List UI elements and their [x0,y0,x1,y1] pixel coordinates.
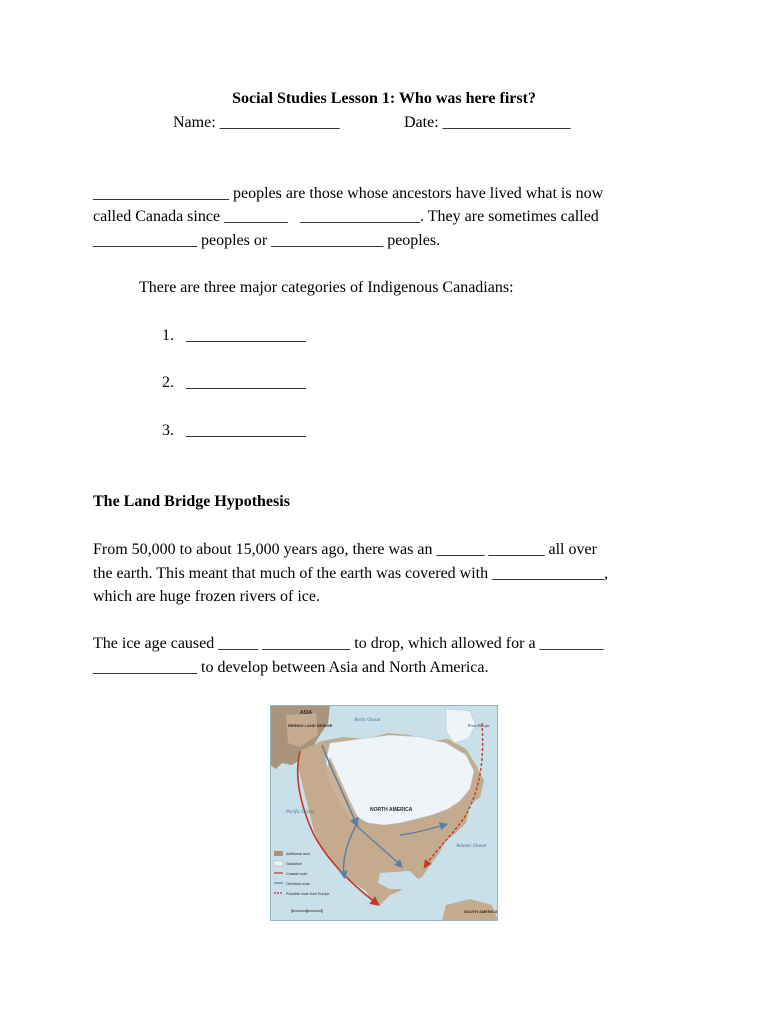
map-label-bridge: BERING LAND BRIDGE [288,723,333,728]
map-label-asia: ASIA [300,710,312,716]
land-bridge-map [270,705,498,921]
legend-label: Possible route from Europe [286,892,330,896]
paragraph-2-line-2: _____________ to develop between Asia and North America. [93,659,489,676]
list-item-number: 1. [162,327,174,344]
paragraph-1-line-1: From 50,000 to about 15,000 years ago, there was an ______ _______ all over [93,541,597,558]
paragraph-1-line-2: the earth. This meant that much of the earth was covered with ______________, [93,565,609,582]
intro-line-1: _________________ peoples are those whose ancestors have lived what is now [93,185,604,202]
intro-line-2: called Canada since ________ _______________. They are sometimes called [93,208,599,225]
legend-swatch-land [274,851,283,856]
legend-label: Overland route [286,882,310,886]
map-label-south-america: SOUTH AMERICA [464,909,498,914]
categories-lead: There are three major categories of Indigenous Canadians: [139,279,514,296]
list-item-number: 3. [162,422,174,439]
list-item-blank: _______________ [186,374,306,391]
name-field-line: Name: _______________ [173,114,340,131]
legend-label: Glaciation [286,862,302,866]
paragraph-1-line-3: which are huge frozen rivers of ice. [93,588,320,605]
page-title: Social Studies Lesson 1: Who was here first? [232,90,536,107]
section-heading: The Land Bridge Hypothesis [93,493,290,510]
map-label-pacific: Pacific Ocean [286,810,315,815]
map-label-arctic: Arctic Ocean [354,718,381,723]
list-item-number: 2. [162,374,174,391]
legend-swatch-ice [274,861,283,866]
legend-label: Additional land [286,852,310,856]
legend-label: Coastal route [286,872,308,876]
paragraph-2-line-1: The ice age caused _____ ___________ to drop, which allowed for a ________ [93,635,604,652]
list-item-blank: _______________ [186,327,306,344]
map-label-from-europe: From Europe [468,723,490,728]
map-label-atlantic: Atlantic Ocean [456,844,487,849]
date-field-line: Date: ________________ [404,114,571,131]
list-item-blank: _______________ [186,422,306,439]
map-label-north-america: NORTH AMERICA [370,807,413,813]
intro-line-3: _____________ peoples or ______________ peoples. [93,232,441,249]
